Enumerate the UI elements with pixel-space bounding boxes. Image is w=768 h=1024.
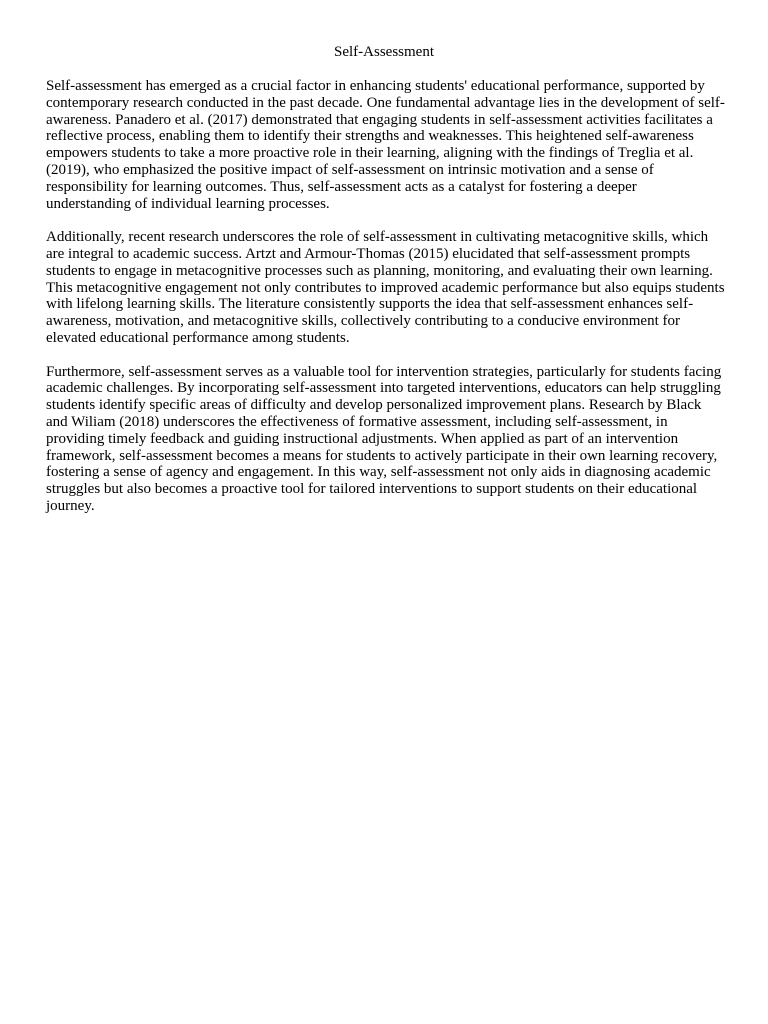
paragraph-2: Additionally, recent research underscores the role of self-assessment in cultivating metacognitive skills, which are integral to academic success. Artzt and Armour-Thomas (2015) elucidated that self-assessment prompts students to engage in metacognitive processes such as planning, monitoring, and evaluating their own learning. This metacognitive engagement not only contributes to improved academic performance but also equips students with lifelong learning skills. The literature consistently supports the idea that self-assessment enhances self-awareness, motivation, and metacognitive skills, collectively contributing to a conducive environment for elevated educational performance among students. — [46, 229, 725, 346]
document-title: Self-Assessment — [334, 44, 434, 60]
document-body — [46, 78, 725, 532]
paragraph-3: Furthermore, self-assessment serves as a valuable tool for intervention strategies, particularly for students facing academic challenges. By incorporating self-assessment into targeted interventions, educators can help struggling students identify specific areas of difficulty and develop personalized improvement plans. Research by Black and Wiliam (2018) underscores the effectiveness of formative assessment, including self-assessment, in providing timely feedback and guiding instructional adjustments. When applied as part of an intervention framework, self-assessment becomes a means for students to actively participate in their own learning recovery, fostering a sense of agency and engagement. In this way, self-assessment not only aids in diagnosing academic struggles but also becomes a proactive tool for tailored interventions to support students on their educational journey. — [46, 363, 722, 514]
paragraph-1: Self-assessment has emerged as a crucial factor in enhancing students' educational performance, supported by contemporary research conducted in the past decade. One fundamental advantage lies in the development of self-awareness. Panadero et al. (2017) demonstrated that engaging students in self-assessment activities facilitates a reflective process, enabling them to identify their strengths and weaknesses. This heightened self-awareness empowers students to take a more proactive role in their learning, aligning with the findings of Treglia et al. (2019), who emphasized the positive impact of self-assessment on intrinsic motivation and a sense of responsibility for learning outcomes. Thus, self-assessment acts as a catalyst for fostering a deeper understanding of individual learning processes. — [46, 78, 725, 212]
